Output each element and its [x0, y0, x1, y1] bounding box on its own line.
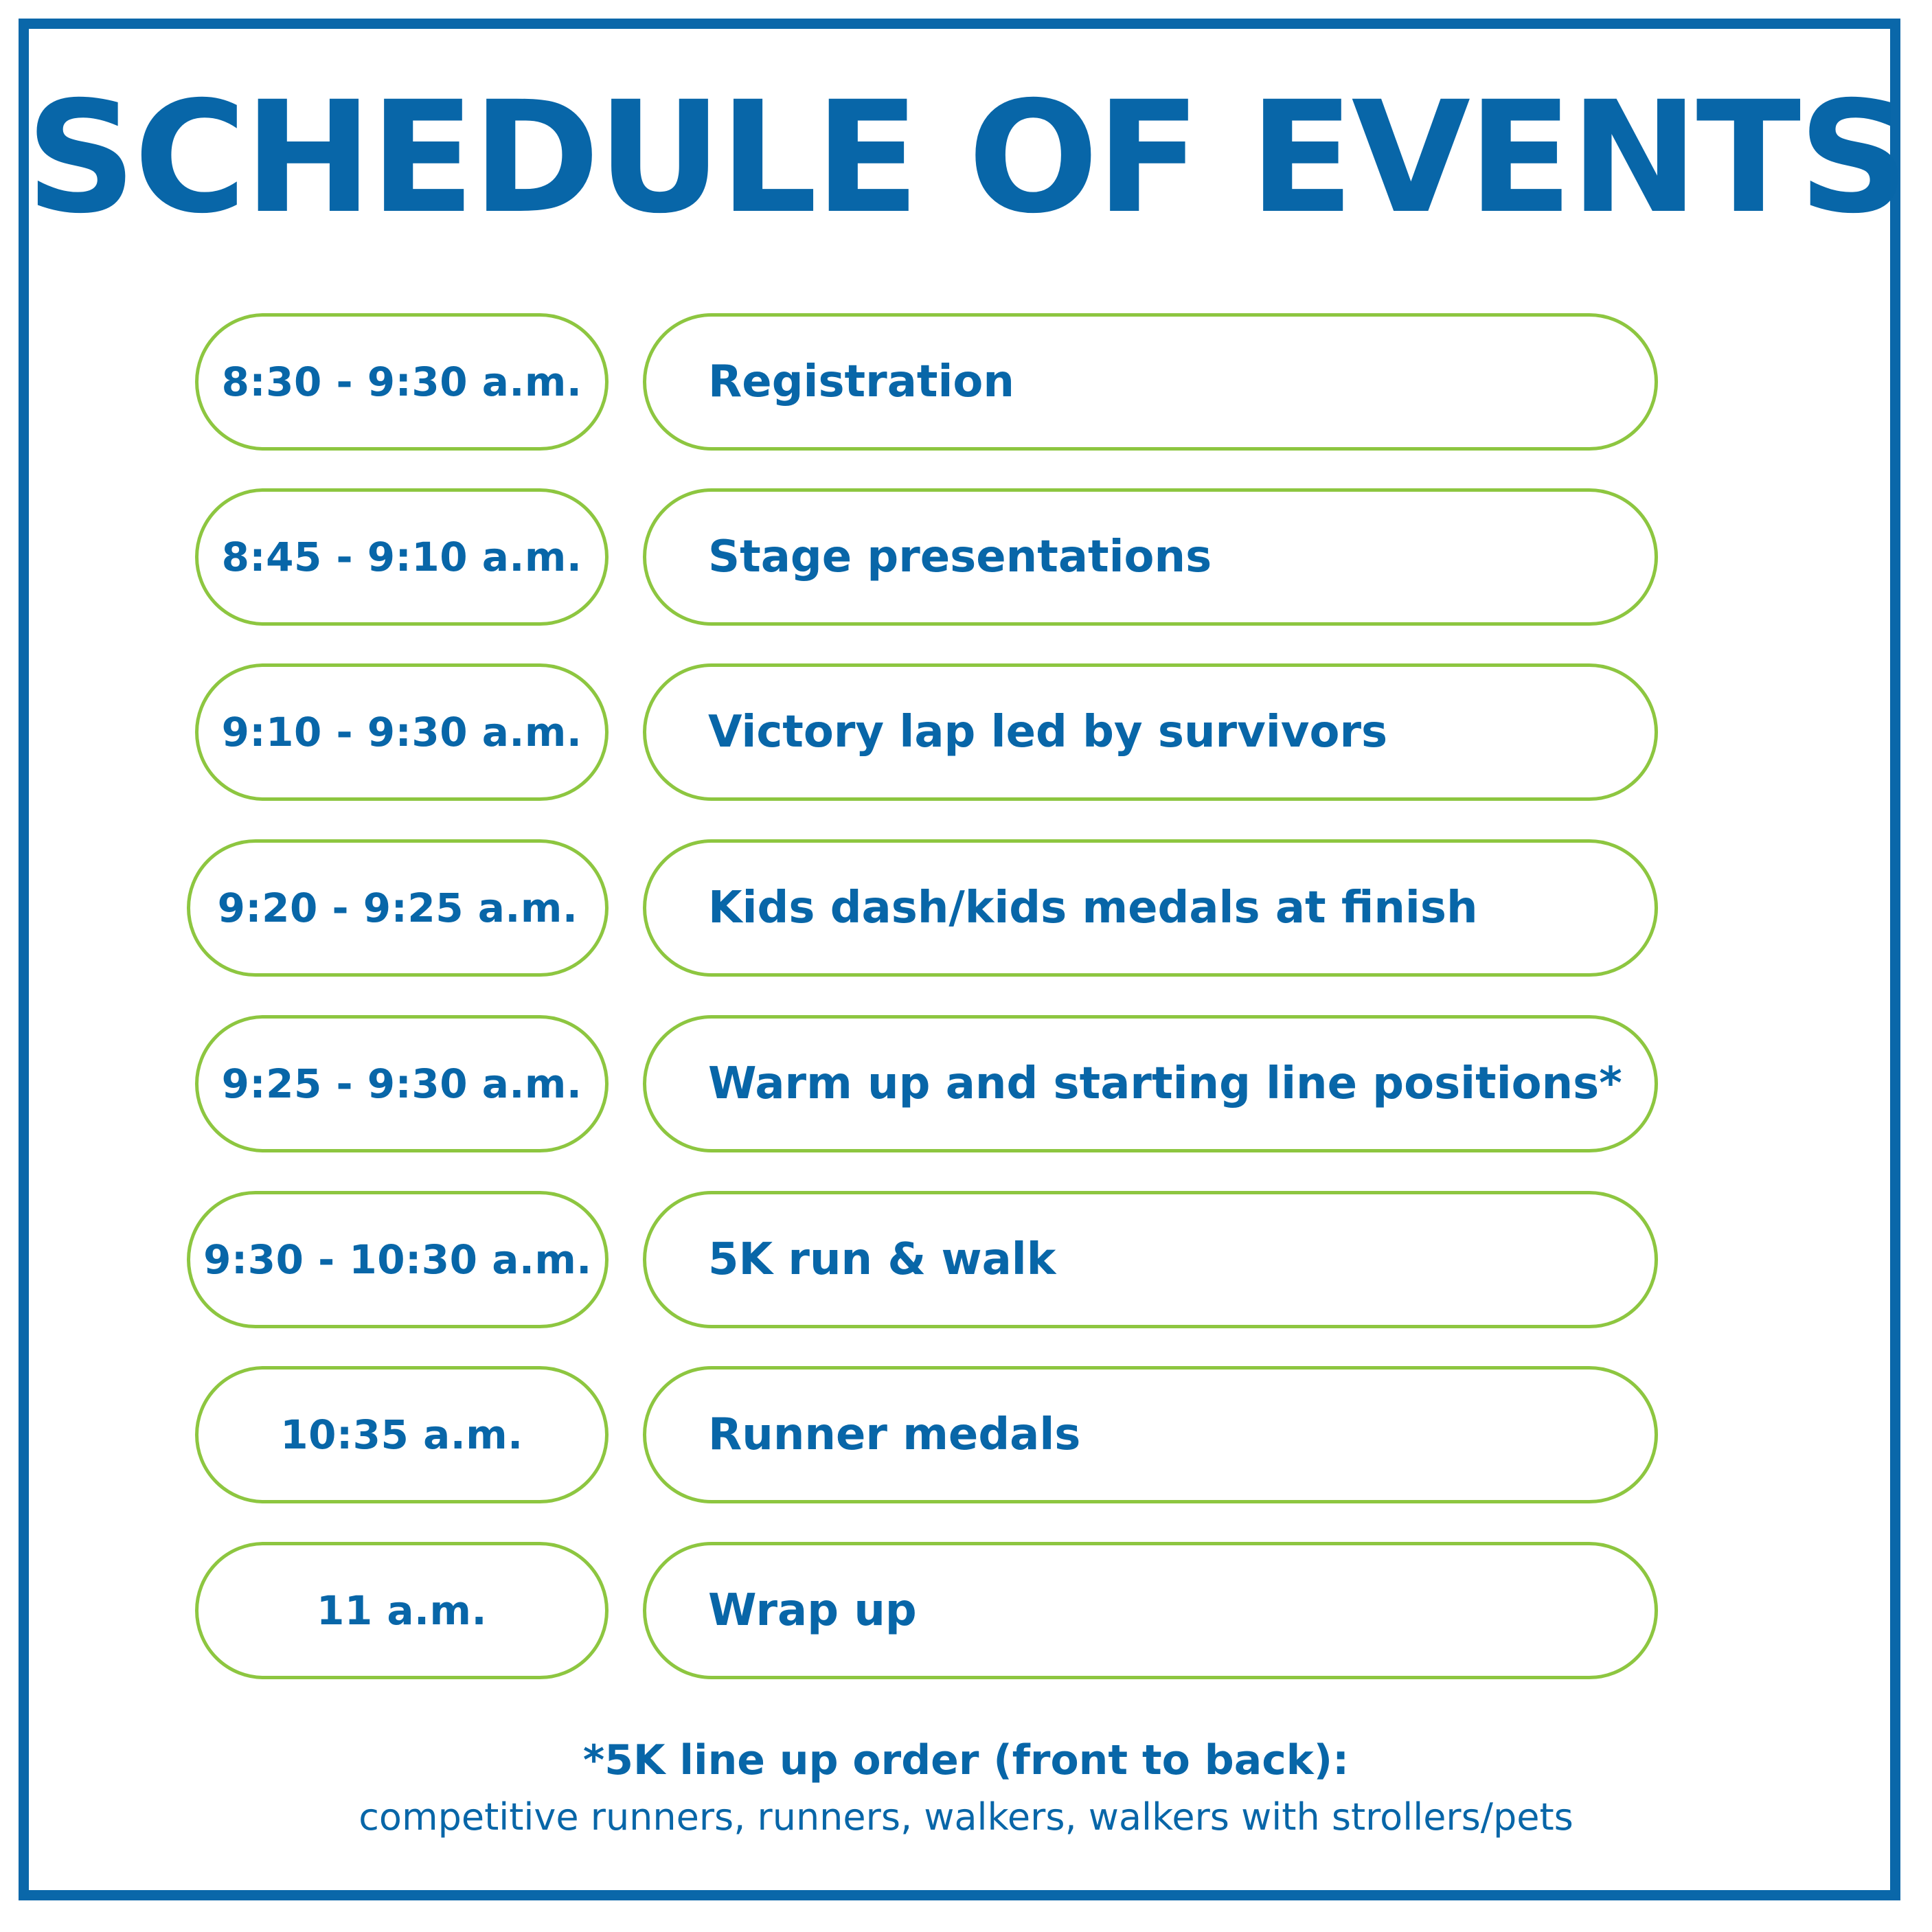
event-pill — [643, 1015, 1658, 1152]
schedule-row — [0, 1191, 1932, 1328]
schedule-row — [0, 1366, 1932, 1503]
time-label: 8:30 - 9:30 a.m. — [221, 359, 582, 405]
time-pill — [195, 1015, 609, 1152]
event-pill — [643, 1366, 1658, 1503]
event-label: Registration — [708, 356, 1014, 407]
time-pill — [187, 1191, 609, 1328]
time-label: 9:20 - 9:25 a.m. — [217, 885, 578, 931]
event-pill — [643, 839, 1658, 977]
schedule-row — [0, 1542, 1932, 1679]
event-label: Runner medals — [708, 1409, 1081, 1460]
event-label: Kids dash/kids medals at finish — [708, 883, 1478, 933]
time-pill — [195, 663, 609, 801]
event-label: Warm up and starting line positions* — [708, 1058, 1622, 1109]
schedule-row — [0, 839, 1932, 977]
time-pill — [195, 1366, 609, 1503]
event-label: Wrap up — [708, 1585, 917, 1636]
time-label: 9:25 - 9:30 a.m. — [221, 1060, 582, 1107]
footnote-body: competitive runners, runners, walkers, walkers with strollers/pets — [359, 1795, 1573, 1839]
schedule-row — [0, 663, 1932, 801]
time-label: 9:30 - 10:30 a.m. — [203, 1236, 592, 1283]
schedule-row — [0, 313, 1932, 451]
event-pill — [643, 313, 1658, 451]
time-pill — [195, 313, 609, 451]
time-label: 11 a.m. — [316, 1587, 488, 1634]
time-label: 10:35 a.m. — [280, 1411, 523, 1458]
time-label: 8:45 - 9:10 a.m. — [221, 534, 582, 580]
footnote-heading: *5K line up order (front to back): — [582, 1736, 1350, 1784]
event-pill — [643, 1542, 1658, 1679]
time-label: 9:10 - 9:30 a.m. — [221, 709, 582, 755]
event-label: 5K run & walk — [708, 1234, 1056, 1285]
event-label: Stage presentations — [708, 532, 1212, 582]
event-pill — [643, 663, 1658, 801]
schedule-row — [0, 488, 1932, 626]
event-pill — [643, 488, 1658, 626]
event-label: Victory lap led by survivors — [708, 707, 1388, 758]
time-pill — [187, 839, 609, 977]
time-pill — [195, 488, 609, 626]
time-pill — [195, 1542, 609, 1679]
page-title: SCHEDULE OF EVENTS — [25, 68, 1907, 247]
schedule-row — [0, 1015, 1932, 1152]
event-pill — [643, 1191, 1658, 1328]
